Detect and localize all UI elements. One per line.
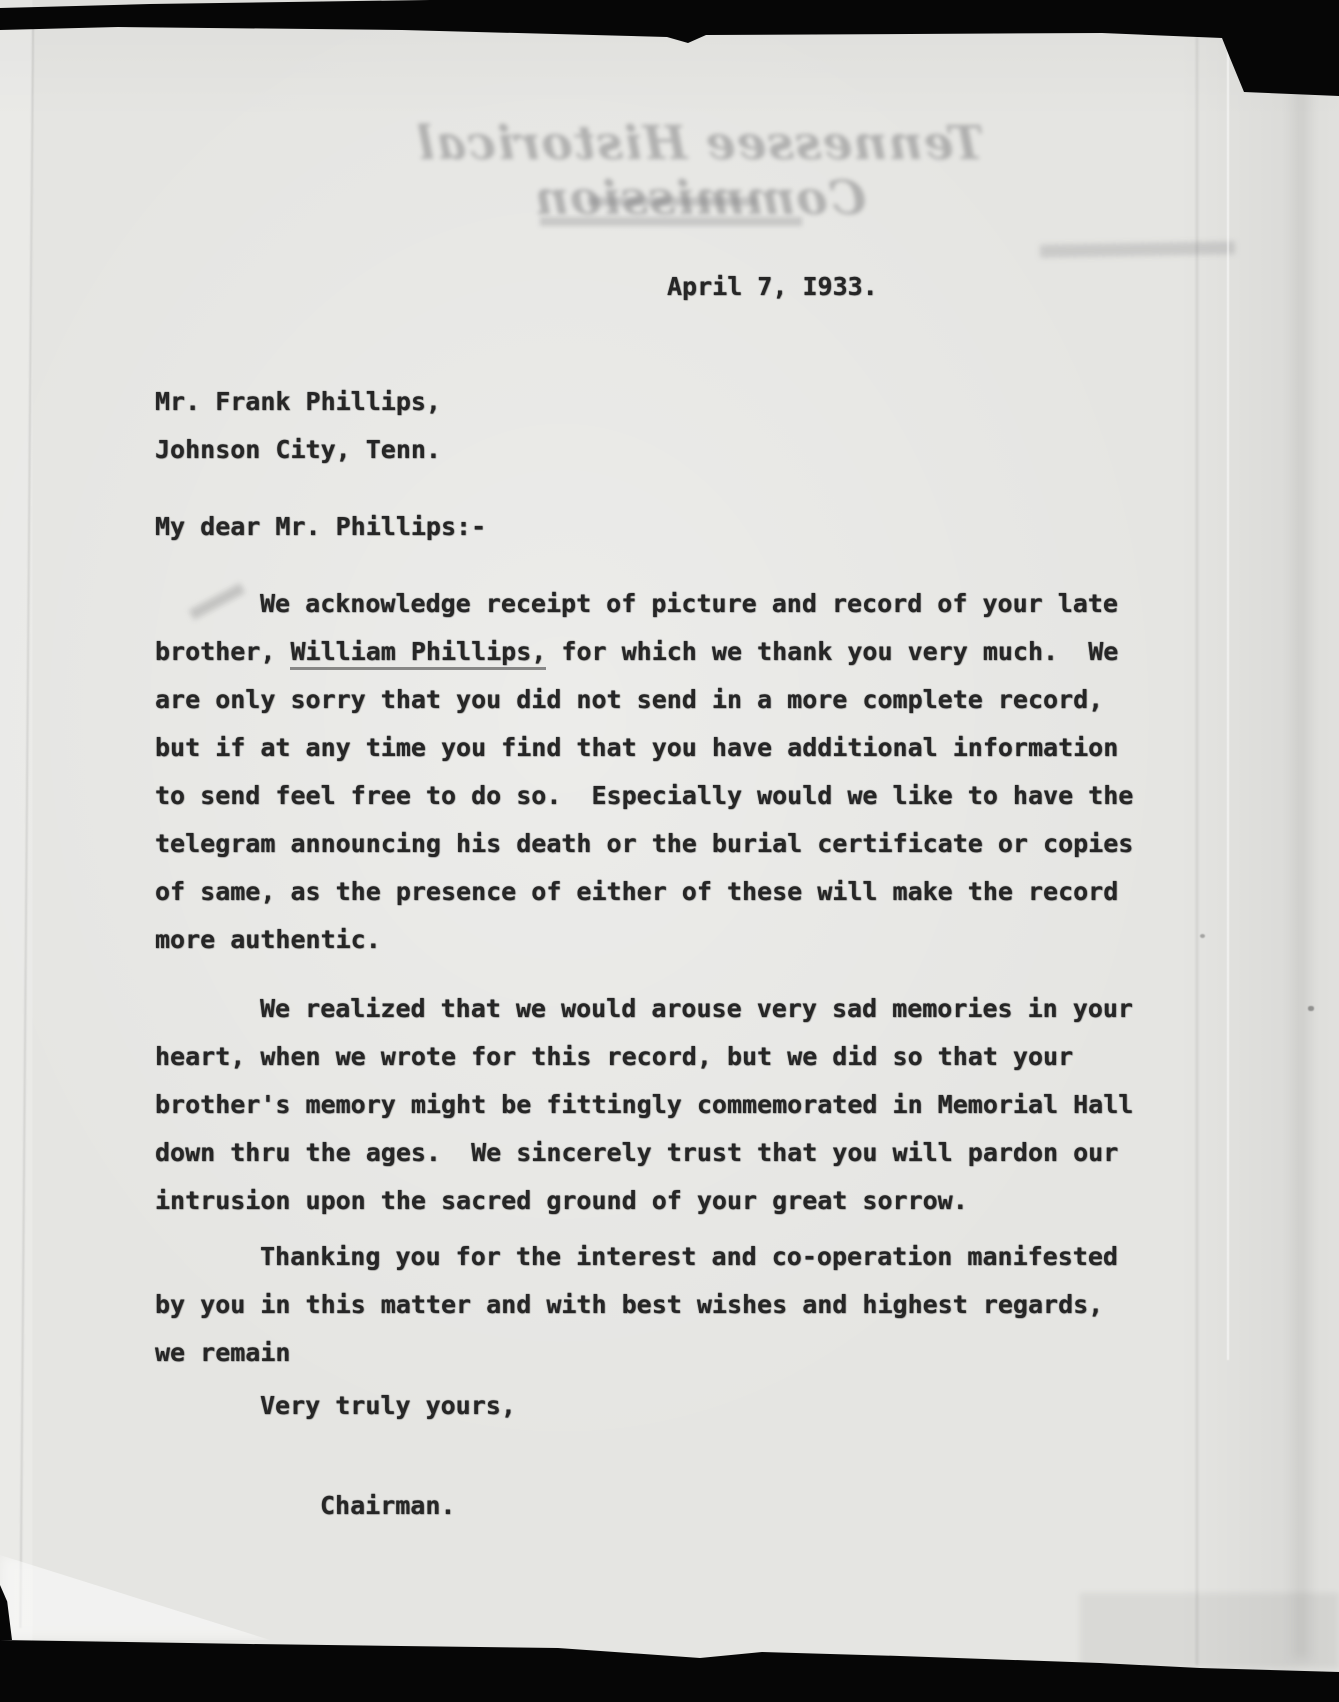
p1-line-2 xyxy=(155,628,1133,676)
signature-block xyxy=(320,1482,455,1530)
p1-line-3: are only sorry that you did not send in a more complete record, xyxy=(155,685,1104,714)
ink-speck xyxy=(1200,934,1205,938)
salutation: My dear Mr. Phillips:- xyxy=(155,512,487,541)
backing-sheet-wedge xyxy=(0,1555,270,1640)
vertical-fold-highlight xyxy=(1227,0,1229,1360)
p1-line-1: We acknowledge receipt of picture and record of your late xyxy=(260,589,1118,618)
p2-line-1: We realized that we would arouse very sad memories in your xyxy=(260,994,1133,1023)
p2-line-3: brother's memory might be fittingly commemorated in Memorial Hall xyxy=(155,1090,1134,1119)
p1-line-5: to send feel free to do so. Especially would we like to have the xyxy=(155,781,1134,810)
p1-line2-prefix: brother, xyxy=(155,637,291,666)
recipient-block xyxy=(155,378,441,474)
p1-line-8: more authentic. xyxy=(155,925,381,954)
date: April 7, I933. xyxy=(667,272,878,301)
ghost-letterhead-subline-1 xyxy=(588,197,756,206)
paragraph-3 xyxy=(155,1233,1118,1377)
right-edge-shadow xyxy=(1292,40,1310,1660)
closing: Very truly yours, xyxy=(260,1391,516,1420)
recipient-name: Mr. Frank Phillips, xyxy=(155,387,441,416)
recipient-city: Johnson City, Tenn. xyxy=(155,435,441,464)
p2-line-2: heart, when we wrote for this record, but we did so that your xyxy=(155,1042,1074,1071)
p3-line-1: Thanking you for the interest and co-operation manifested xyxy=(260,1242,1118,1271)
left-paper-edge xyxy=(19,28,34,1628)
salutation-block xyxy=(155,503,486,551)
underlined-name: William Phillips, xyxy=(290,637,546,670)
date-line xyxy=(667,263,878,311)
p1-line-4: but if at any time you find that you have additional information xyxy=(155,733,1119,762)
p2-line-4: down thru the ages. We sincerely trust that you will pardon our xyxy=(155,1138,1119,1167)
closing-block xyxy=(260,1382,516,1430)
bottom-sheet-shadow xyxy=(1080,1593,1339,1668)
p2-line-5: intrusion upon the sacred ground of your great sorrow. xyxy=(155,1186,968,1215)
p1-line2-suffix: for which we thank you very much. We xyxy=(546,637,1119,666)
vertical-crease xyxy=(1196,25,1198,1665)
paragraph-1 xyxy=(155,580,1133,964)
p1-line-7: of same, as the presence of either of these will make the record xyxy=(155,877,1119,906)
ghost-corner-smudge xyxy=(1040,241,1235,257)
p3-line-3: we remain xyxy=(155,1338,291,1367)
ghost-letterhead-title: Tennessee Historical Commission xyxy=(415,116,985,226)
signature-title: Chairman. xyxy=(320,1491,456,1520)
p3-line-2: by you in this matter and with best wishes and highest regards, xyxy=(155,1290,1104,1319)
paragraph-2 xyxy=(155,985,1133,1225)
p1-line-6: telegram announcing his death or the burial certificate or copies xyxy=(155,829,1134,858)
ghost-letterhead-subline-2 xyxy=(540,217,802,226)
